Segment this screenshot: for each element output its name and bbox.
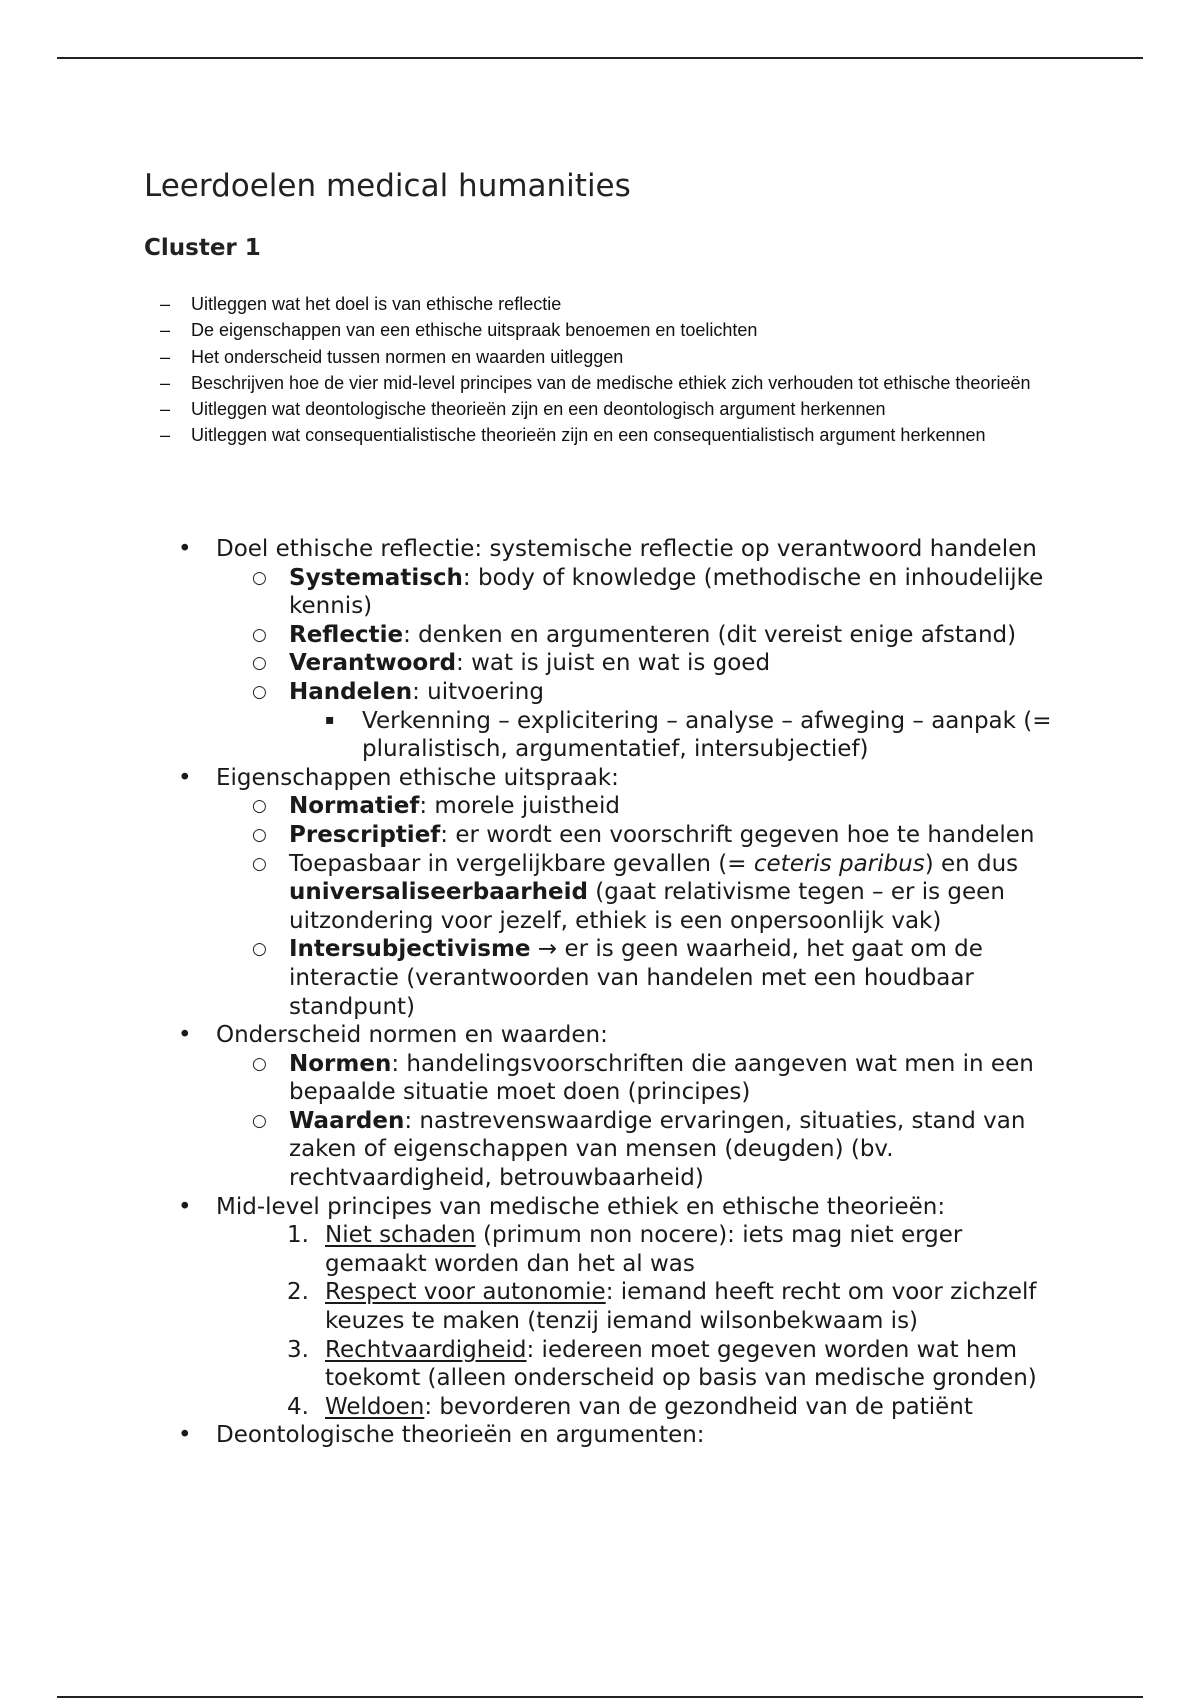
sub-item: ○ Reflectie: denken en argumenteren (dit vereist enige afstand) [252,621,1017,648]
learning-goal-item: – Beschrijven hoe de vier mid-level principes van de medische ethiek zich verhouden tot ethische theorieën [160,370,1060,396]
square-marker: ▪ [325,711,335,728]
sub-item: ○ Toepasbaar in vergelijkbare gevallen (= ceteris paribus) en dus universaliseerbaarheid (gaat relativisme tegen – er is geen uitzondering voor jezelf, ethiek is een onpersoonlijk vak) [252,850,1019,934]
bullet-marker: • [178,1422,192,1449]
number-marker: 2. [287,1279,309,1306]
numbered-item: 1. Niet schaden (primum non nocere): iets mag niet erger gemaakt worden dan het al was [287,1222,963,1277]
learning-goal-item: – Uitleggen wat het doel is van ethische reflectie [160,291,1060,317]
dash-marker: – [160,346,171,367]
sub-sub-item: ▪ Verkenning – explicitering – analyse – afweging – aanpak (= pluralistisch, argumentatief, intersubjectief) [325,707,1052,763]
numbered-item: 4. Weldoen: bevorderen van de gezondheid van de patiënt [287,1393,973,1420]
learning-goals-list [160,291,1060,449]
bottom-rule [57,1696,1143,1698]
circle-marker: ○ [252,567,267,588]
circle-marker: ○ [252,1053,267,1074]
dash-marker: – [160,294,171,314]
learning-goal-item: – Uitleggen wat deontologische theorieën zijn en een deontologisch argument herkennen [160,396,1060,422]
cluster-heading: Cluster 1 [144,235,261,261]
note-deontologisch: • Deontologische theorieën en argumenten: [178,1422,705,1449]
dash-marker: – [160,320,171,341]
bullet-marker: • [178,1022,192,1049]
circle-marker: ○ [252,1110,267,1131]
circle-marker: ○ [252,681,267,702]
circle-marker: ○ [252,939,267,960]
circle-marker: ○ [252,824,267,845]
sub-item: ○ Verantwoord: wat is juist en wat is goed [252,650,771,677]
dash-marker: – [160,372,171,393]
circle-marker: ○ [252,853,267,874]
note-doel: • Doel ethische reflectie: systemische reflectie op verantwoord handelen [178,536,1037,562]
bullet-marker: • [178,764,192,791]
number-marker: 3. [287,1336,309,1363]
numbered-item: 3. Rechtvaardigheid: iedereen moet gegeven worden wat hem toekomt (alleen onderscheid op basis van medische gronden) [287,1336,1037,1392]
circle-marker: ○ [252,796,267,817]
sub-item: ○ Prescriptief: er wordt een voorschrift gegeven hoe te handelen [252,821,1035,848]
dash-marker: – [160,425,171,446]
dash-marker: – [160,399,171,420]
sub-item: ○ Normatief: morele juistheid [252,793,620,820]
sub-item: ○ Waarden: nastrevenswaardige ervaringen, situaties, stand van zaken of eigenschappen van mensen (deugden) (bv. rechtvaardigheid, betrouwbaarheid) [252,1107,1026,1192]
note-eigenschappen: • Eigenschappen ethische uitspraak: [178,764,619,791]
document-title: Leerdoelen medical humanities [144,168,631,204]
sub-item: ○ Intersubjectivisme → er is geen waarheid, het gaat om de interactie (verantwoorden van handelen met een houdbaar standpunt) [252,936,983,1020]
sub-item: ○ Normen: handelingsvoorschriften die aangeven wat men in een bepaalde situatie moet doen (principes) [252,1050,1034,1106]
numbered-item: 2. Respect voor autonomie: iemand heeft recht om voor zichzelf keuzes te maken (tenzij iemand wilsonbekwaam is) [287,1279,1037,1335]
bullet-marker: • [178,1193,192,1220]
notes-body [0,535,1200,1450]
note-midlevel: • Mid-level principes van medische ethiek en ethische theorieën: [178,1193,946,1220]
sub-item: ○ Systematisch: body of knowledge (methodische en inhoudelijke kennis) [252,564,1044,620]
circle-marker: ○ [252,624,267,645]
learning-goal-item: – Het onderscheid tussen normen en waarden uitleggen [160,344,1060,370]
sub-item: ○ Handelen: uitvoering [252,678,544,705]
circle-marker: ○ [252,653,267,674]
learning-goal-item: – De eigenschappen van een ethische uitspraak benoemen en toelichten [160,317,1060,343]
note-onderscheid: • Onderscheid normen en waarden: [178,1022,608,1049]
bullet-marker: • [178,536,192,562]
arrow-icon: → [530,936,565,963]
number-marker: 4. [287,1393,309,1420]
learning-goal-item: – Uitleggen wat consequentialistische theorieën zijn en een consequentialistisch argument herkennen [160,422,1060,448]
number-marker: 1. [287,1222,309,1249]
top-rule [57,57,1143,59]
